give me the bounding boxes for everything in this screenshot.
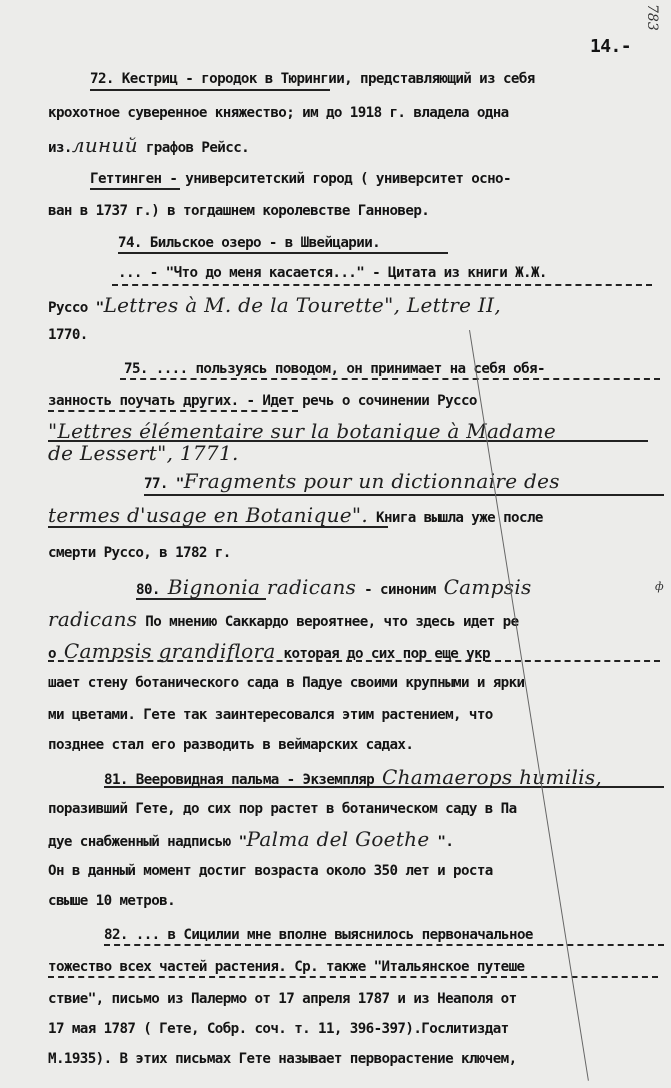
margin-note: ф [655,580,664,593]
handwritten-insert: Bignonia radicans [167,575,357,599]
text-line-24: поразивший Гете, до сих пор растет в ботаническом саду в Па [48,801,517,817]
text-line-30: ствие", письмо из Палермо от 17 апреля 1787 и из Неаполя от [48,991,517,1007]
underline [48,526,388,528]
dashed-underline [48,410,298,412]
text-seg: 81. Вееровидная пальма - Экземпляр [104,772,382,788]
handwritten-insert: Campsis [443,575,532,599]
underline [118,252,448,254]
text-line-10: 75. .... пользуясь поводом, он принимает на себя обя- [124,361,545,377]
text-line-16: смерти Руссо, в 1782 г. [48,545,231,561]
handwritten-insert: Palma del Goethe [246,827,430,851]
text-seg: 80. [136,582,168,598]
text-line-18 [48,607,519,631]
archive-number: 783 [644,4,660,31]
underline [90,188,180,190]
handwritten-insert: Lettres à M. de la Tourette", Lettre II, [103,293,501,317]
text-line-8 [48,293,501,317]
text-line-14 [144,469,560,493]
dashed-underline [120,378,660,380]
handwritten-line-13: de Lessert", 1771. [48,441,239,465]
text-line-32: М.1935). В этих письмах Гете называет перворастение ключем, [48,1051,517,1067]
text-seg: По мнению Саккардо вероятнее, что здесь идет ре [137,614,519,630]
text-line-15 [48,503,543,527]
underline [144,494,664,496]
text-line-20: шает стену ботанического сада в Падуе своими крупными и ярки [48,675,525,691]
handwritten-insert: radicans [48,607,138,631]
text-seg: графов Рейсс. [137,140,250,156]
text-seg: дуе снабженный надписью " [48,834,247,850]
text-seg: Руссо " [48,300,104,316]
text-seg: ". [429,834,454,850]
text-seg: которая до сих пор еще укр [275,646,490,662]
handwritten-insert: Chamaerops humilis, [381,765,603,789]
underline [48,440,648,442]
text-line-25 [48,827,454,851]
dashed-underline [48,976,658,978]
text-seg: Книга вышла уже после [368,510,543,526]
text-line-31: 17 мая 1787 ( Гете, Собр. соч. т. 11, 396-397).Гослитиздат [48,1021,509,1037]
handwritten-insert: Fragments pour un dictionnaire des [183,469,560,493]
dashed-underline [104,944,664,946]
handwritten-insert: termes d'usage en Botanique". [48,503,369,527]
dashed-underline [48,660,660,662]
text-line-29: тожество всех частей растения. Ср. также "Итальянское путеше [48,959,525,975]
text-line-9: 1770. [48,327,88,343]
text-line-11: занность поучать других. - Идет речь о сочинении Руссо [48,393,477,409]
text-seg: - синоним [356,582,444,598]
text-line-28: 82. ... в Сицилии мне вполне выяснилось первоначальное [104,927,533,943]
text-line-21: ми цветами. Гете так заинтересовался этим растением, что [48,707,493,723]
underline [90,89,330,91]
text-line-26: Он в данный момент достиг возраста около 350 лет и роста [48,863,493,879]
underline [104,786,664,788]
dashed-underline [112,284,652,286]
text-line-2: крохотное суверенное княжество; им до 1918 г. владела одна [48,105,509,121]
text-line-22: позднее стал его разводить в веймарских садах. [48,737,414,753]
text-line-4: Геттинген - университетский город ( университет осно- [90,171,511,187]
text-line-5: ван в 1737 г.) в тогдашнем королевстве Ганновер. [48,203,430,219]
text-line-7: ... - "Что до меня касается..." - Цитата из книги Ж.Ж. [118,265,547,281]
text-line-6: 74. Бильское озеро - в Швейцарии. [118,235,381,251]
text-line-17 [136,575,532,599]
text-line-1: 72. Кестриц - городок в Тюрингии, представляющий из себя [90,71,535,87]
text-seg: из. [48,140,72,156]
text-line-27: свыше 10 метров. [48,893,176,909]
text-line-3 [48,133,250,157]
text-seg: 77. " [144,476,184,492]
page-number: 14.- [590,36,631,57]
handwritten-line-12: "Lettres élémentaire sur la botanique à Madame [48,419,556,443]
handwritten-insert: Campsis grandiflora [63,639,276,663]
handwritten-insert: линий [71,133,138,157]
text-seg: о [48,646,64,662]
underline [136,598,266,600]
